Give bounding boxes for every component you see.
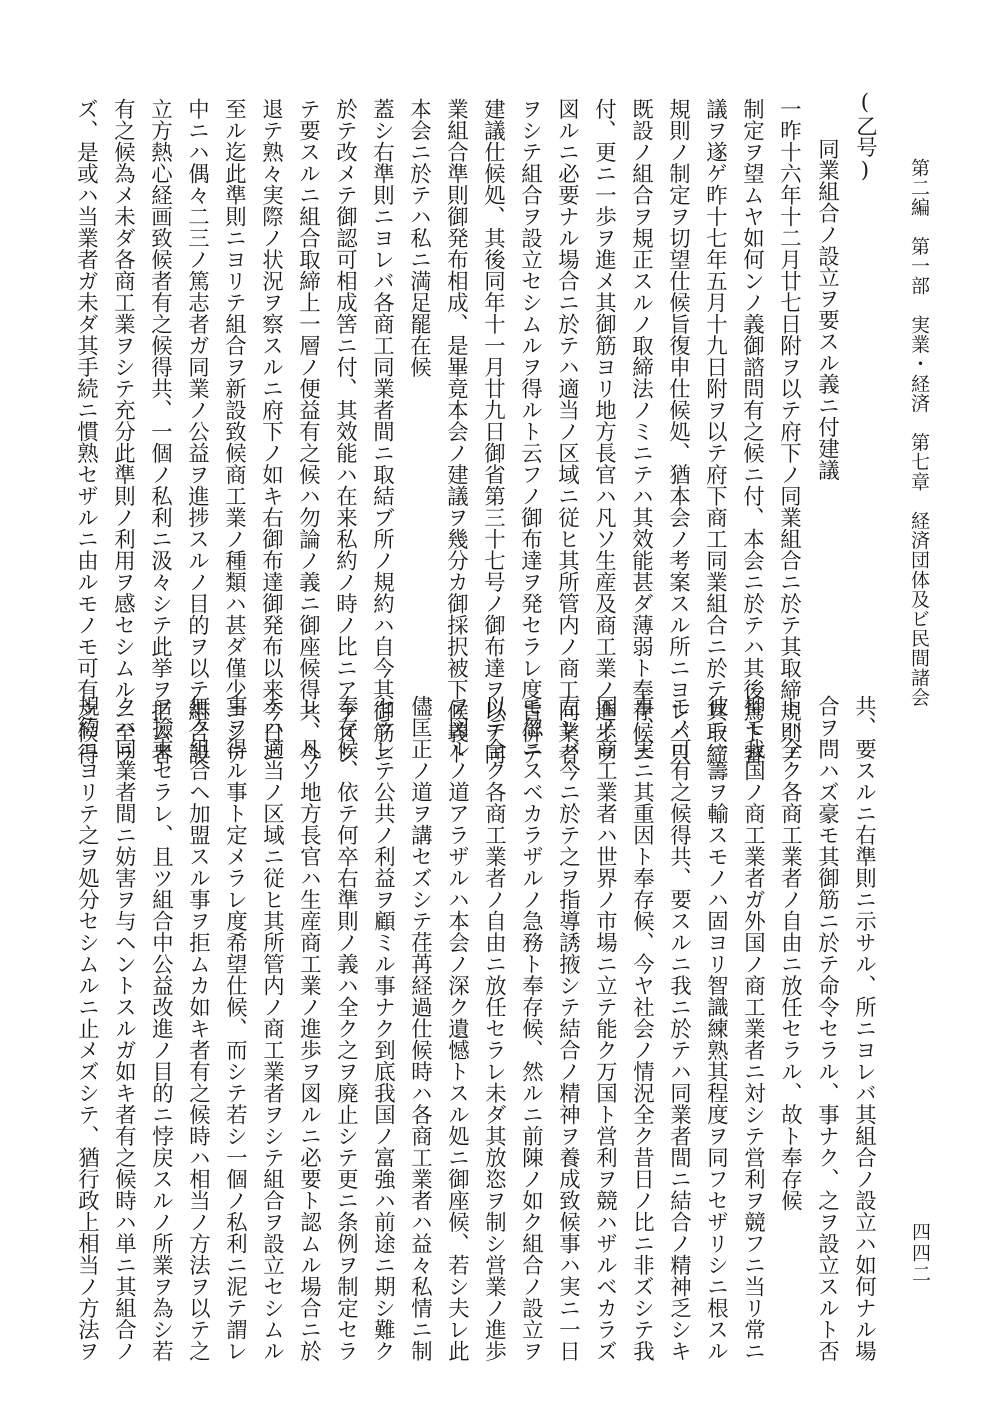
text-line: 於テ改メテ御認可相成筈ニ付、其效能ハ在来私約ノ時ノ比ニアラズシ — [332, 98, 358, 765]
text-line: ヲ図ルノ道アラザルハ本会ノ深ク遺憾トスル処ニ御座候、若シ夫レ此 — [444, 695, 470, 1362]
text-line: 図ルニ必要ナル場合ニ於テハ適当ノ区域ニ従ヒ其所管内ノ商工同業者 — [554, 98, 580, 765]
text-line: ズ、是或ハ当業者ガ未ダ其手続ニ慣熟セザルニ由ルモノモ可有之候得 — [73, 98, 99, 765]
text-line: 国ノ商工業者ハ世界ノ市場ニ立テ能ク万国ト営利ヲ競ハザルベカラズ — [592, 695, 618, 1362]
text-line: クハ同業者間ニ妨害ヲ与ヘントスルガ如キ者有之候時ハ単ニ其組合ノ — [111, 695, 137, 1362]
document-label: (乙号) — [852, 90, 878, 183]
document-title: 同業組合ノ設立ヲ要スル義ニ付建議 — [814, 138, 840, 481]
text-line: 奉存候、依テ何卒右準則ノ義ハ全ク之ヲ廃止シテ更ニ条例ヲ制定セラ — [333, 695, 359, 1362]
text-line: 本会ニ於テハ私ニ満足罷在候 — [406, 98, 432, 378]
text-line: 中ニハ偶々二三ノ篤志者ガ同業ノ公益ヲ進捗スルノ目的ヲ以テ組合設 — [184, 98, 210, 765]
text-line: 付、更ニ一歩ヲ進メ其御筋ヨリ地方長官ハ凡ソ生産及商工業ノ進歩ヲ — [591, 98, 617, 765]
text-line: 儘匡正ノ道ヲ講セズシテ荏苒経過仕候時ハ各商工業者ハ益々私情ニ制 — [407, 695, 433, 1362]
text-line: セラレテ公共ノ利益ヲ顧ミル事ナク到底我国ノ富強ハ前途ニ期シ難ク — [370, 695, 396, 1362]
text-line: 事、実ニ其重因ト奉存候、今ヤ社会ノ情況全ク昔日ノ比ニ非ズシテ我 — [629, 695, 655, 1362]
text-line: 抑モ我国ノ商工業者ガ外国ノ商工業者ニ対シテ営利ヲ競フニ当リ常ニ — [740, 695, 766, 1362]
text-line: 既設ノ組合ヲ規正スルノ取締法ノミニテハ其效能甚ダ薄弱ト奉存候ニ — [628, 98, 654, 765]
text-line: トハ全ク各商工業者ノ自由ニ放任セラル、故ト奉存候 — [777, 695, 803, 1211]
text-line: 業組合準則御発布相成、是畢竟本会ノ建議ヲ幾分カ御採択被下候義ト — [443, 98, 469, 765]
text-line: モノ可有之候得共、要スルニ我ニ於テハ同業者間ニ結合ノ精神乏シキ — [666, 695, 692, 1362]
text-line: 無ク組合ヘ加盟スル事ヲ拒ムカ如キ者有之候時ハ相当ノ方法ヲ以テ之 — [185, 695, 211, 1362]
text-line: テハ適当ノ区域ニ従ヒ其所管内ノ商工業者ヲシテ組合ヲ設立セシムル — [259, 695, 285, 1362]
text-line: 彼ニ一籌ヲ輸スモノハ固ヨリ智識練熟其程度ヲ同フセザリシニ根スル — [703, 695, 729, 1362]
text-line: 以テ全ク各商工業者ノ自由ニ放任セラレ未ダ其放恣ヲ制シ営業ノ進歩 — [481, 695, 507, 1362]
text-line: 蓋シ右準則ニヨレバ各商工同業者間ニ取結ブ所ノ規約ハ自今其御筋ニ — [369, 98, 395, 765]
text-line: 制定ヲ望ムヤ如何ンノ義御諮問有之候ニ付、本会ニ於テハ其後篤ト審 — [739, 98, 765, 765]
text-line: レ、凡ソ地方長官ハ生産商工業ノ進歩ヲ図ルニ必要ト認ムル場合ニ於 — [296, 695, 322, 1362]
text-line: 左レバ今ニ於テ之ヲ指導誘掖シテ結合ノ精神ヲ養成致候事ハ実ニ一日 — [555, 695, 581, 1362]
running-head: 第二編 第一部 実業・経済 第七章 経済団体及ビ民間諸会 — [908, 158, 930, 707]
text-line: 事ヲ得ル事ト定メラレ度希望仕候、而シテ若シ一個ノ私利ニ泥テ謂レ — [222, 695, 248, 1362]
page-number: 四四二 — [909, 1222, 931, 1285]
text-line: 共、要スルニ右準則ニ示サル、所ニヨレバ其組合ノ設立ハ如何ナル場 — [851, 695, 877, 1362]
text-line: 合ヲ問ハズ豪モ其御筋ニ於テ命令セラル、事ナク、之ヲ設立スルト否 — [814, 695, 840, 1362]
text-line: 有之候為メ未ダ各商工業ヲシテ充分此準則ノ利用ヲ感セシムルニ至ラ — [110, 98, 136, 765]
text-line: 議ヲ遂ゲ昨十七年五月十九日附ヲ以テ府下商工同業組合ニ於テ其取締 — [702, 98, 728, 765]
text-line: 建議仕候処、其後同年十一月廿九日御省第三十七号ノ御布達ヲ以テ同 — [480, 98, 506, 765]
text-line: 一昨十六年十二月廿七日附ヲ以テ府下ノ同業組合ニ於テ其取締規則ノ — [776, 98, 802, 765]
text-line: 規約ニヨリテ之ヲ処分セシムルニ止メズシテ、猶行政上相当ノ方法ヲ — [74, 695, 100, 1362]
text-line: モ忽ニスベカラザルノ急務ト奉存候、然ルニ前陳ノ如ク組合ノ設立ヲ — [518, 695, 544, 1362]
text-line: ヲ撿束セラレ、且ツ組合中公益改進ノ目的ニ悖戻スルノ所業ヲ為シ若 — [148, 695, 174, 1362]
text-line: 至ル迄此準則ニヨリテ組合ヲ新設致候商工業ノ種類ハ甚ダ僅少ニシテ — [221, 98, 247, 765]
text-line: 立方熱心経画致候者有之候得共、一個ノ私利ニ汲々シテ此挙ヲ拒ム者 — [147, 98, 173, 765]
text-line: ヲシテ組合ヲ設立セシムルヲ得ルト云フノ御布達ヲ発セラレ度旨併テ — [517, 98, 543, 765]
text-line: 規則ノ制定ヲ切望仕候旨復申仕候処、猶本会ノ考案スル所ニヨレバ只 — [665, 98, 691, 765]
text-line: 退テ熟々実際ノ状況ヲ察スルニ府下ノ如キ右御布達御発布以来今日ニ — [258, 98, 284, 765]
text-line: テ要スルニ組合取締上一層ノ便益有之候ハ勿論ノ義ニ御座候得共、今 — [295, 98, 321, 765]
